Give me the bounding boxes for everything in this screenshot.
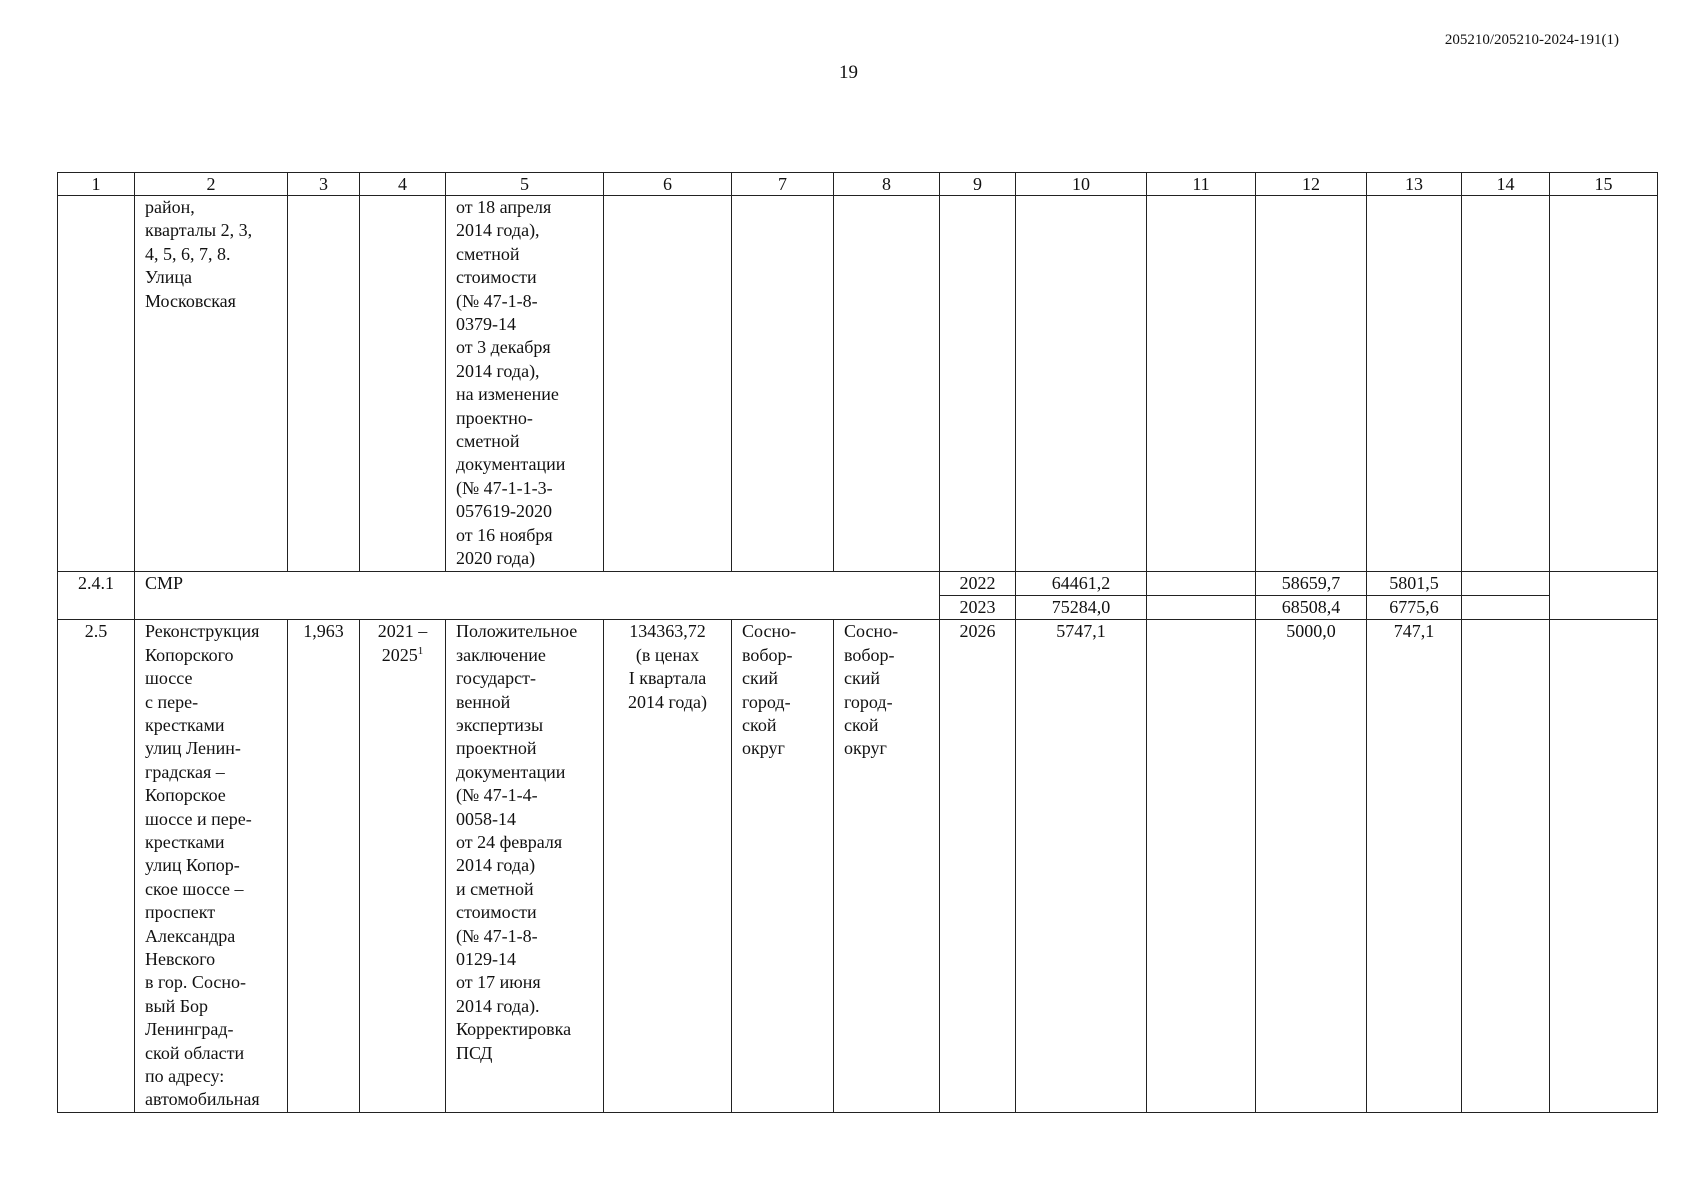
column-number: 2 xyxy=(135,173,288,196)
cell-row-number: 2.4.1 xyxy=(58,571,135,620)
column-number: 13 xyxy=(1367,173,1462,196)
cell-col11 xyxy=(1147,571,1256,595)
cell-empty xyxy=(1462,196,1550,572)
cell-expertise: Положительное заключение государст- венной экспертизы проектной документации (№ 47-1-4- 0058-14 от 24 февраля 2014 года) и сметной стоимости (№ 47-1-8- 0129-14 от 17 июня 2014 года). Корректировка ПСД xyxy=(446,620,604,1113)
cell-col11 xyxy=(1147,595,1256,619)
period-end: 2025 xyxy=(381,644,418,665)
table-header-row xyxy=(58,173,1658,196)
cell-empty xyxy=(1367,196,1462,572)
cell-col7: Сосно- вобор- ский город- ской округ xyxy=(732,620,834,1113)
cell-length: 1,963 xyxy=(288,620,360,1113)
cell-empty xyxy=(1016,196,1147,572)
cell-total: 64461,2 xyxy=(1016,571,1147,595)
cell-object-name: район, кварталы 2, 3, 4, 5, 6, 7, 8. Улица Московская xyxy=(135,196,288,572)
cell-total: 5747,1 xyxy=(1016,620,1147,1113)
cell-col14 xyxy=(1462,620,1550,1113)
cell-empty xyxy=(288,196,360,572)
column-number: 15 xyxy=(1550,173,1658,196)
cell-col12: 5000,0 xyxy=(1256,620,1367,1113)
cell-year: 2026 xyxy=(940,620,1016,1113)
cell-col13: 747,1 xyxy=(1367,620,1462,1113)
cell-empty xyxy=(940,196,1016,572)
cell-period xyxy=(360,620,446,1113)
cell-total: 75284,0 xyxy=(1016,595,1147,619)
column-number: 12 xyxy=(1256,173,1367,196)
cell-empty xyxy=(834,196,940,572)
table-row-2-5 xyxy=(58,620,1658,1113)
cell-col13: 5801,5 xyxy=(1367,571,1462,595)
cell-empty xyxy=(1256,196,1367,572)
cell-empty xyxy=(1147,196,1256,572)
column-number: 11 xyxy=(1147,173,1256,196)
column-number: 3 xyxy=(288,173,360,196)
column-number: 5 xyxy=(446,173,604,196)
cell-col13: 6775,6 xyxy=(1367,595,1462,619)
cell-col12: 58659,7 xyxy=(1256,571,1367,595)
cell-empty xyxy=(360,196,446,572)
cell-year: 2023 xyxy=(940,595,1016,619)
column-number: 4 xyxy=(360,173,446,196)
cell-object-name: Реконструкция Копорского шоссе с пере- крестками улиц Ленин- градская – Копорское шоссе и пере- крестками улиц Копор- ское шоссе – проспект Александра Невского в гор. Сосно- вый Бор Ленинград- ской области по адресу: автомобильная xyxy=(135,620,288,1113)
data-table xyxy=(57,172,1658,1113)
cell-col12: 68508,4 xyxy=(1256,595,1367,619)
column-number: 6 xyxy=(604,173,732,196)
cell-cost: 134363,72 (в ценах I квартала 2014 года) xyxy=(604,620,732,1113)
cell-col15 xyxy=(1550,571,1658,620)
column-number: 1 xyxy=(58,173,135,196)
cell-row-name: СМР xyxy=(135,571,940,620)
cell-empty xyxy=(58,196,135,572)
column-number: 10 xyxy=(1016,173,1147,196)
column-number: 9 xyxy=(940,173,1016,196)
period-start: 2021 – xyxy=(377,621,428,642)
table-row-continued xyxy=(58,196,1658,572)
footnote-marker: 1 xyxy=(417,644,424,657)
cell-col11 xyxy=(1147,620,1256,1113)
column-number: 8 xyxy=(834,173,940,196)
cell-empty xyxy=(604,196,732,572)
cell-empty xyxy=(1550,196,1658,572)
cell-year: 2022 xyxy=(940,571,1016,595)
page-number: 19 xyxy=(839,62,858,83)
column-number: 14 xyxy=(1462,173,1550,196)
cell-col14 xyxy=(1462,571,1550,595)
cell-expertise: от 18 апреля 2014 года), сметной стоимости (№ 47-1-8- 0379-14 от 3 декабря 2014 года), на изменение проектно- сметной документации (№ 47-1-1-3- 057619-2020 от 16 ноября 2020 года) xyxy=(446,196,604,572)
table-row-2-4-1 xyxy=(58,571,1658,595)
column-number: 7 xyxy=(732,173,834,196)
document-id: 205210/205210-2024-191(1) xyxy=(1444,32,1619,48)
cell-col8: Сосно- вобор- ский город- ской округ xyxy=(834,620,940,1113)
cell-row-number: 2.5 xyxy=(58,620,135,1113)
cell-empty xyxy=(732,196,834,572)
cell-col15 xyxy=(1550,620,1658,1113)
cell-col14 xyxy=(1462,595,1550,619)
